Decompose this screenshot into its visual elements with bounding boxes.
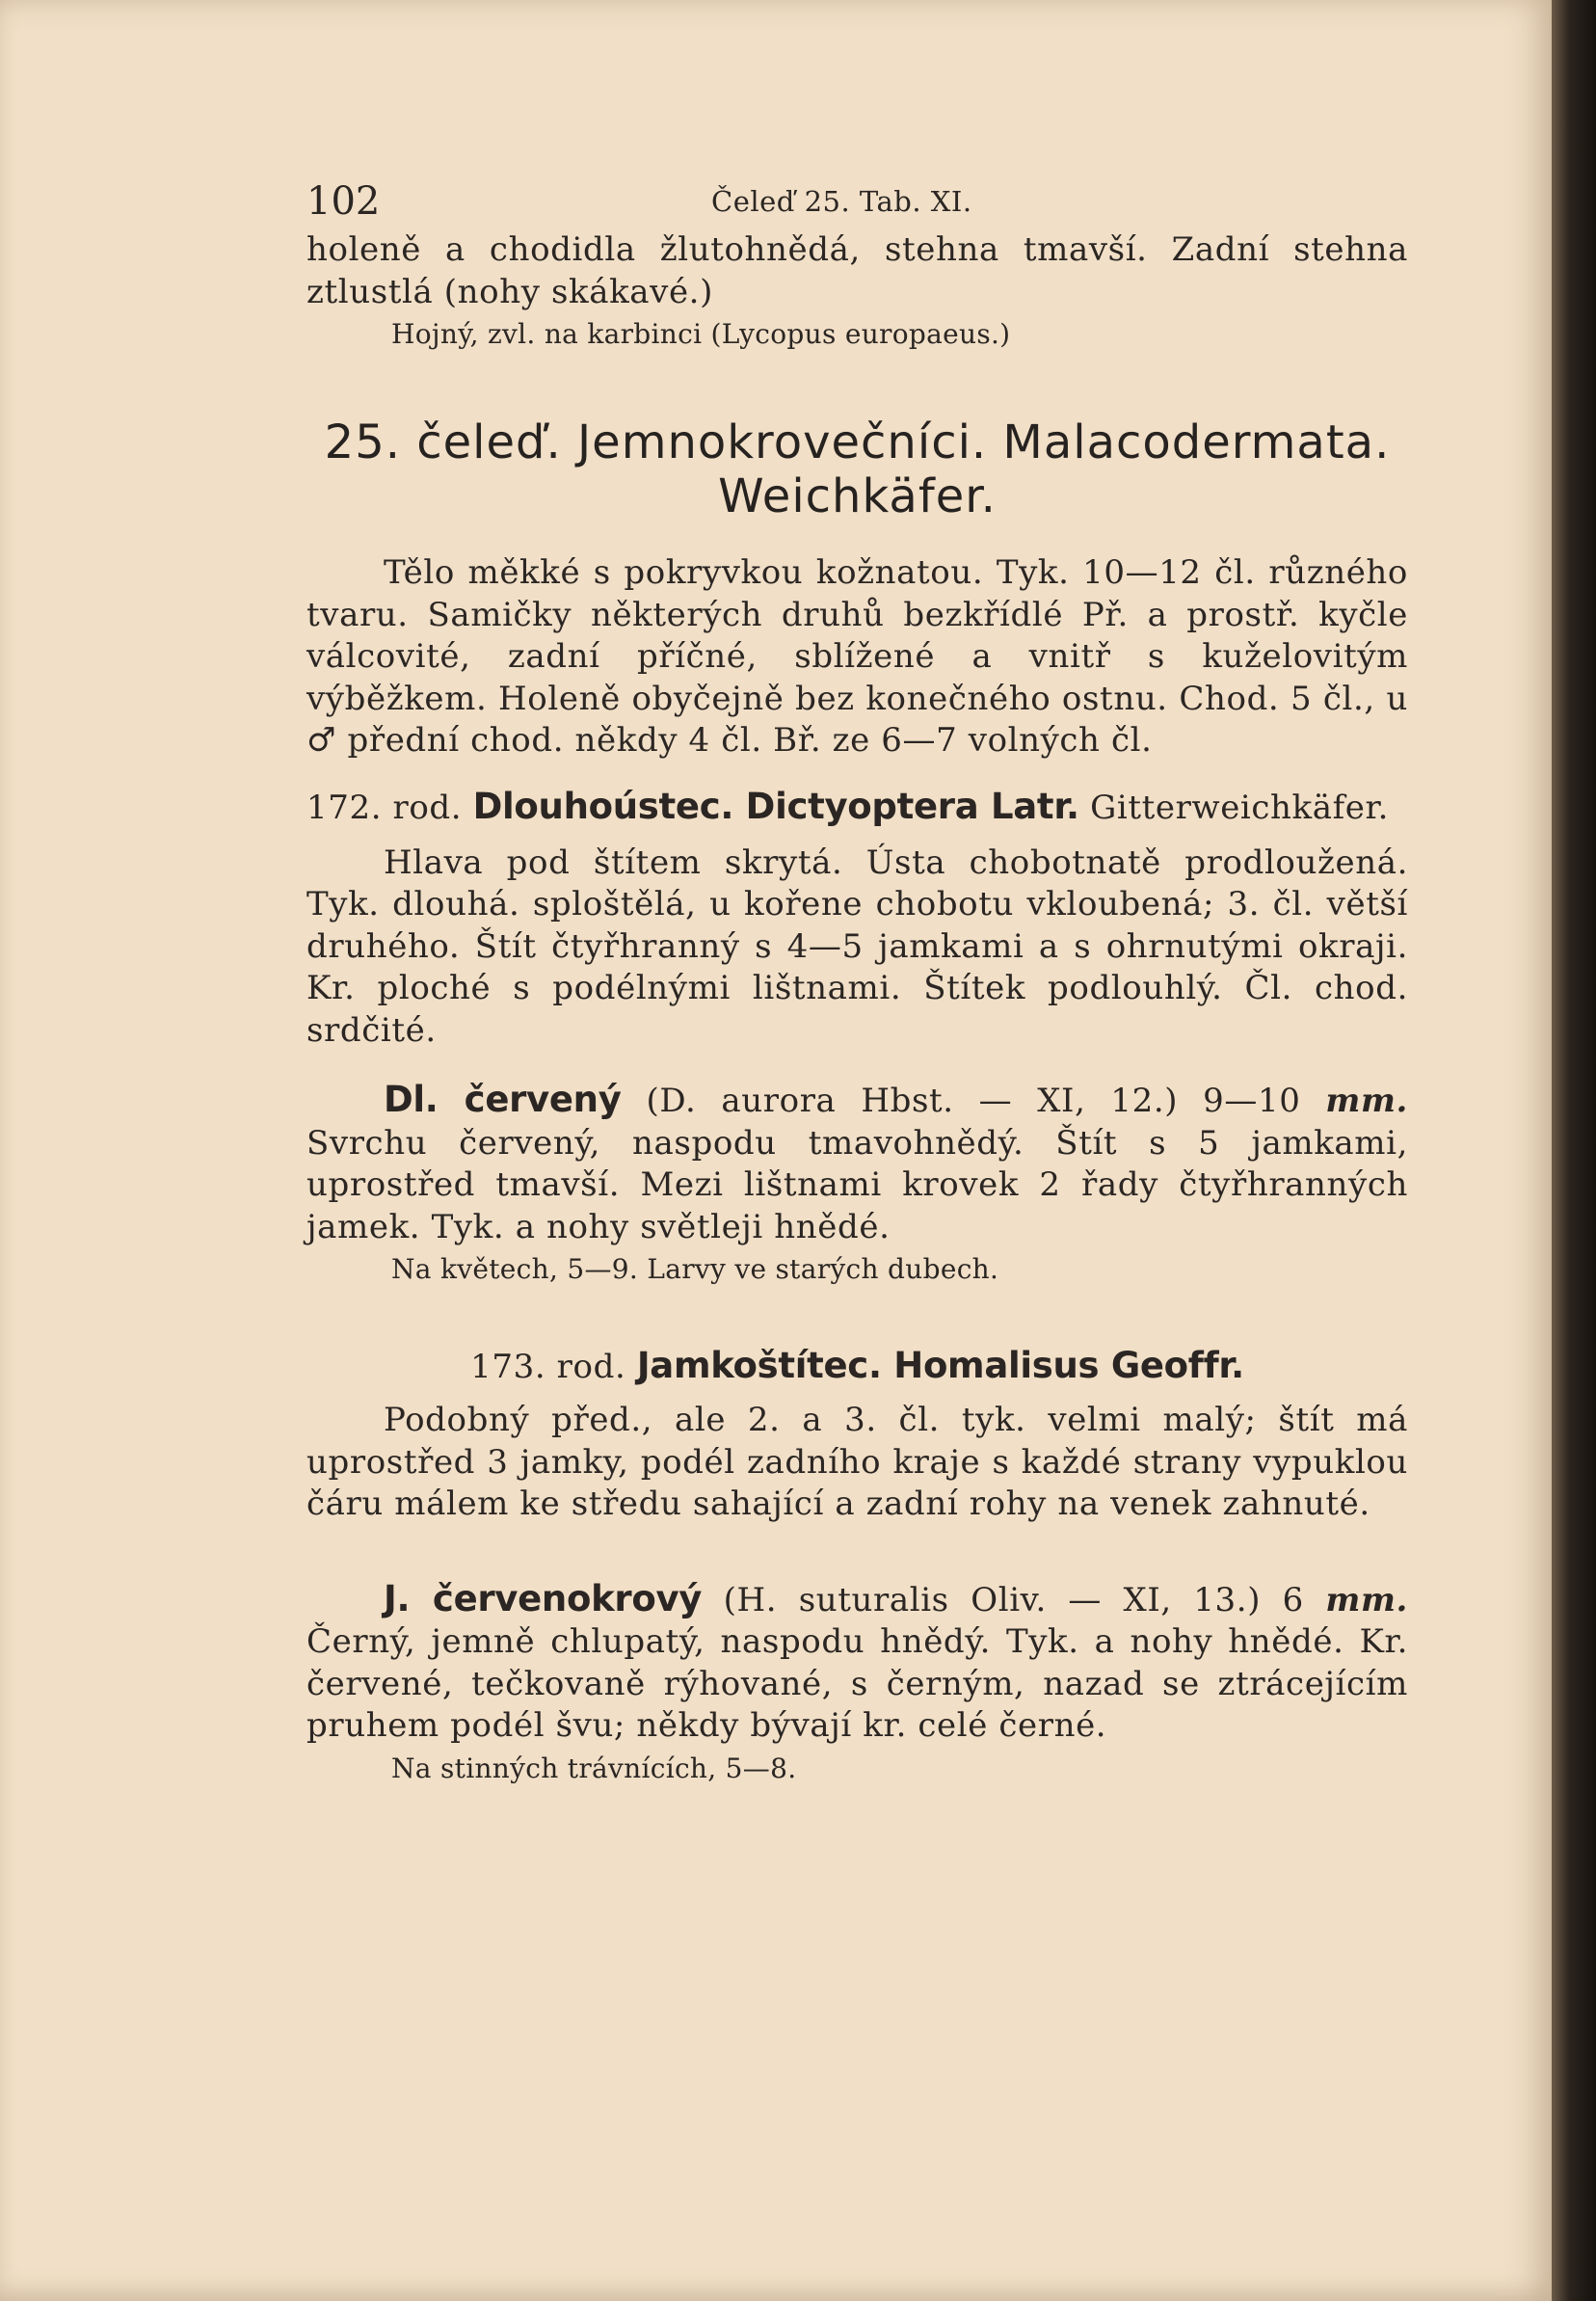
family-heading — [306, 415, 1408, 523]
species-aurora-description: Svrchu červený, naspodu tmavohnědý. Štít s 5 jamkami, uprostřed tmavší. Mezi lištnami krovek 2 řady čtyřhranných jamek. Tyk. a nohy světleji hnědé. — [306, 1123, 1408, 1246]
family-title-line1: 25. čeleď. Jemnokrovečníci. Malacodermata. — [324, 415, 1391, 469]
family-title-line2: Weichkäfer. — [718, 469, 997, 523]
genus-173-heading — [306, 1345, 1408, 1388]
genus-173-name: Jamkoštítec. Homalisus Geoffr. — [636, 1345, 1244, 1386]
species-suturalis-unit: mm. — [1325, 1580, 1408, 1619]
genus-173-description: Podobný před., ale 2. a 3. čl. tyk. velmi malý; štít má uprostřed 3 jamky, podél zadního kraje s každé strany vypuklou čáru málem ke středu sahající a zadní rohy na venek zahnuté. — [306, 1401, 1408, 1523]
species-aurora-paragraph — [306, 1079, 1408, 1248]
page-header — [306, 172, 1408, 229]
species-aurora-unit: mm. — [1325, 1082, 1408, 1120]
species-aurora-name: Dl. červený — [384, 1079, 622, 1120]
species-suturalis-description: Černý, jemně chlupatý, naspodu hnědý. Tyk. a nohy hnědé. Kr. červené, tečkovaně rýhované, s černým, nazad se ztrácejícím pruhem podél švu; někdy bývají kr. celé černé. — [306, 1622, 1408, 1745]
species-suturalis-ref: (H. suturalis Oliv. — XI, 13.) 6 — [723, 1580, 1304, 1619]
genus-172-german: Gitterweichkäfer. — [1090, 788, 1390, 827]
intro-note: Hojný, zvl. na karbinci (Lycopus europaeus.) — [391, 318, 1011, 350]
species-suturalis-paragraph — [306, 1578, 1408, 1748]
book-spine-edge — [1552, 0, 1596, 2301]
species-aurora-ref: (D. aurora Hbst. — XI, 12.) 9—10 — [646, 1082, 1301, 1120]
family-description: Tělo měkké s pokryvkou kožnatou. Tyk. 10—12 čl. různého tvaru. Samičky některých druhů bezkřídlé Př. a prostř. kyčle válcovité, zadní příčné, sblížené a vnitř s kuželovitým výběžkem. Holeně obyčejně bez konečného ostnu. Chod. 5 čl., u ♂ přední chod. někdy 4 čl. Bř. ze 6—7 volných čl. — [306, 553, 1408, 760]
intro-paragraph: holeně a chodidla žlutohnědá, stehna tmavší. Zadní stehna ztlustlá (nohy skákavé.) — [306, 230, 1408, 311]
genus-173-number: 173. rod. — [470, 1348, 626, 1386]
species-suturalis-note: Na stinných trávnících, 5—8. — [391, 1752, 797, 1784]
genus-172-heading — [306, 786, 1408, 829]
genus-172-name: Dlouhoústec. Dictyoptera Latr. — [472, 785, 1079, 827]
genus-172-number: 172. rod. — [306, 788, 463, 827]
species-suturalis-name: J. červenokrový — [384, 1577, 703, 1619]
genus-172-description: Hlava pod štítem skrytá. Ústa chobotnatě prodloužená. Tyk. dlouhá. sploštělá, u kořene chobotu vkloubená; 3. čl. větší druhého. Štít čtyřhranný s 4—5 jamkami a s ohrnutými okraji. Kr. ploché s podélnými lištnami. Štítek podlouhlý. Čl. chod. srdčité. — [306, 843, 1408, 1050]
page-text — [306, 172, 1408, 1788]
species-aurora-note: Na květech, 5—9. Larvy ve starých dubech. — [391, 1253, 999, 1285]
running-title: Čeleď 25. Tab. XI. — [711, 185, 972, 218]
page-number: 102 — [306, 179, 381, 224]
